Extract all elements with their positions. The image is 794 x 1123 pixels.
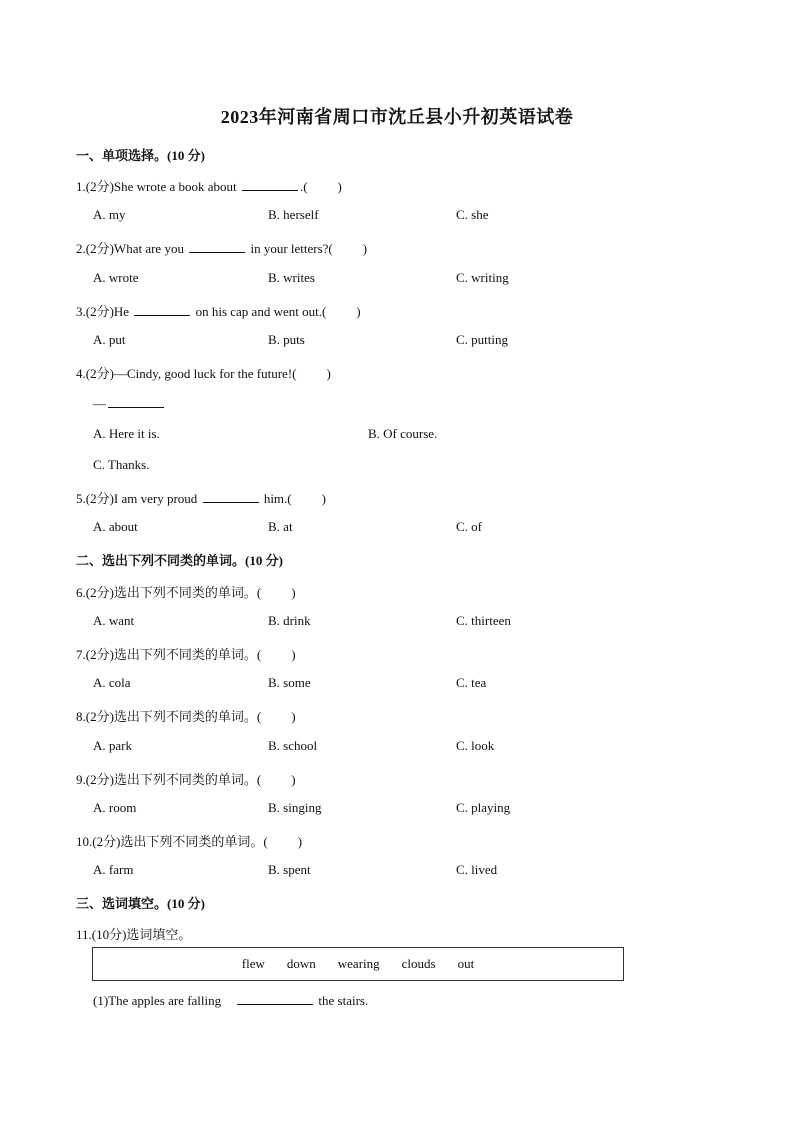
option-c[interactable]: C. tea xyxy=(456,675,487,690)
answer-blank[interactable] xyxy=(189,240,245,253)
option-b[interactable]: B. school xyxy=(268,738,318,753)
word-bank xyxy=(92,947,624,981)
question-8: 8.(2分)选出下列不同类的单词。( ) xyxy=(76,709,296,724)
option-a[interactable]: A. put xyxy=(93,332,126,347)
option-b[interactable]: B. at xyxy=(268,519,293,534)
answer-blank[interactable] xyxy=(108,395,164,408)
page-title: 2023年河南省周口市沈丘县小升初英语试卷 xyxy=(220,107,574,127)
question-1: 1.(2分)She wrote a book about .( ) xyxy=(76,179,342,194)
option-b[interactable]: B. writes xyxy=(268,270,315,285)
option-c[interactable]: C. writing xyxy=(456,270,509,285)
section-heading-3: 三、选词填空。(10 分) xyxy=(76,896,205,911)
option-c[interactable]: C. Thanks. xyxy=(93,457,150,472)
question-6: 6.(2分)选出下列不同类的单词。( ) xyxy=(76,585,296,600)
question-3: 3.(2分)He on his cap and went out.( ) xyxy=(76,304,361,319)
section-heading-1: 一、单项选择。(10 分) xyxy=(76,148,205,163)
option-b[interactable]: B. Of course. xyxy=(368,426,438,441)
option-a[interactable]: A. park xyxy=(93,738,132,753)
option-c[interactable]: C. she xyxy=(456,207,489,222)
word-bank-item: wearing xyxy=(337,956,380,971)
word-bank-item: down xyxy=(286,956,316,971)
option-a[interactable]: A. my xyxy=(93,207,126,222)
answer-blank[interactable] xyxy=(237,992,313,1005)
question-11: 11.(10分)选词填空。 xyxy=(76,927,192,942)
option-c[interactable]: C. playing xyxy=(456,800,511,815)
option-c[interactable]: C. look xyxy=(456,738,495,753)
answer-blank[interactable] xyxy=(134,303,190,316)
answer-blank[interactable] xyxy=(203,490,259,503)
option-c[interactable]: C. lived xyxy=(456,862,498,877)
option-a[interactable]: A. farm xyxy=(93,862,134,877)
question-4-reply: — xyxy=(93,395,166,412)
question-4: 4.(2分)—Cindy, good luck for the future!( ) xyxy=(76,366,331,381)
section-heading-2: 二、选出下列不同类的单词。(10 分) xyxy=(76,553,283,568)
answer-blank[interactable] xyxy=(242,178,298,191)
option-a[interactable]: A. about xyxy=(93,519,138,534)
option-b[interactable]: B. spent xyxy=(268,862,311,877)
word-bank-item: out xyxy=(457,956,475,971)
option-b[interactable]: B. drink xyxy=(268,613,311,628)
option-b[interactable]: B. some xyxy=(268,675,311,690)
option-a[interactable]: A. cola xyxy=(93,675,131,690)
question-10: 10.(2分)选出下列不同类的单词。( ) xyxy=(76,834,303,849)
option-b[interactable]: B. herself xyxy=(268,207,319,222)
option-b[interactable]: B. singing xyxy=(268,800,322,815)
option-b[interactable]: B. puts xyxy=(268,332,305,347)
option-a[interactable]: A. Here it is. xyxy=(93,426,160,441)
word-bank-item: clouds xyxy=(401,956,436,971)
option-c[interactable]: C. putting xyxy=(456,332,509,347)
word-bank-item: flew xyxy=(241,956,265,971)
question-5: 5.(2分)I am very proud him.( ) xyxy=(76,491,326,506)
option-c[interactable]: C. of xyxy=(456,519,482,534)
question-11-sub-1: (1)The apples are falling the stairs. xyxy=(93,993,369,1008)
question-9: 9.(2分)选出下列不同类的单词。( ) xyxy=(76,772,296,787)
question-2: 2.(2分)What are you in your letters?( ) xyxy=(76,241,368,256)
option-a[interactable]: A. wrote xyxy=(93,270,139,285)
option-c[interactable]: C. thirteen xyxy=(456,613,511,628)
option-a[interactable]: A. room xyxy=(93,800,137,815)
option-a[interactable]: A. want xyxy=(93,613,135,628)
question-7: 7.(2分)选出下列不同类的单词。( ) xyxy=(76,647,296,662)
